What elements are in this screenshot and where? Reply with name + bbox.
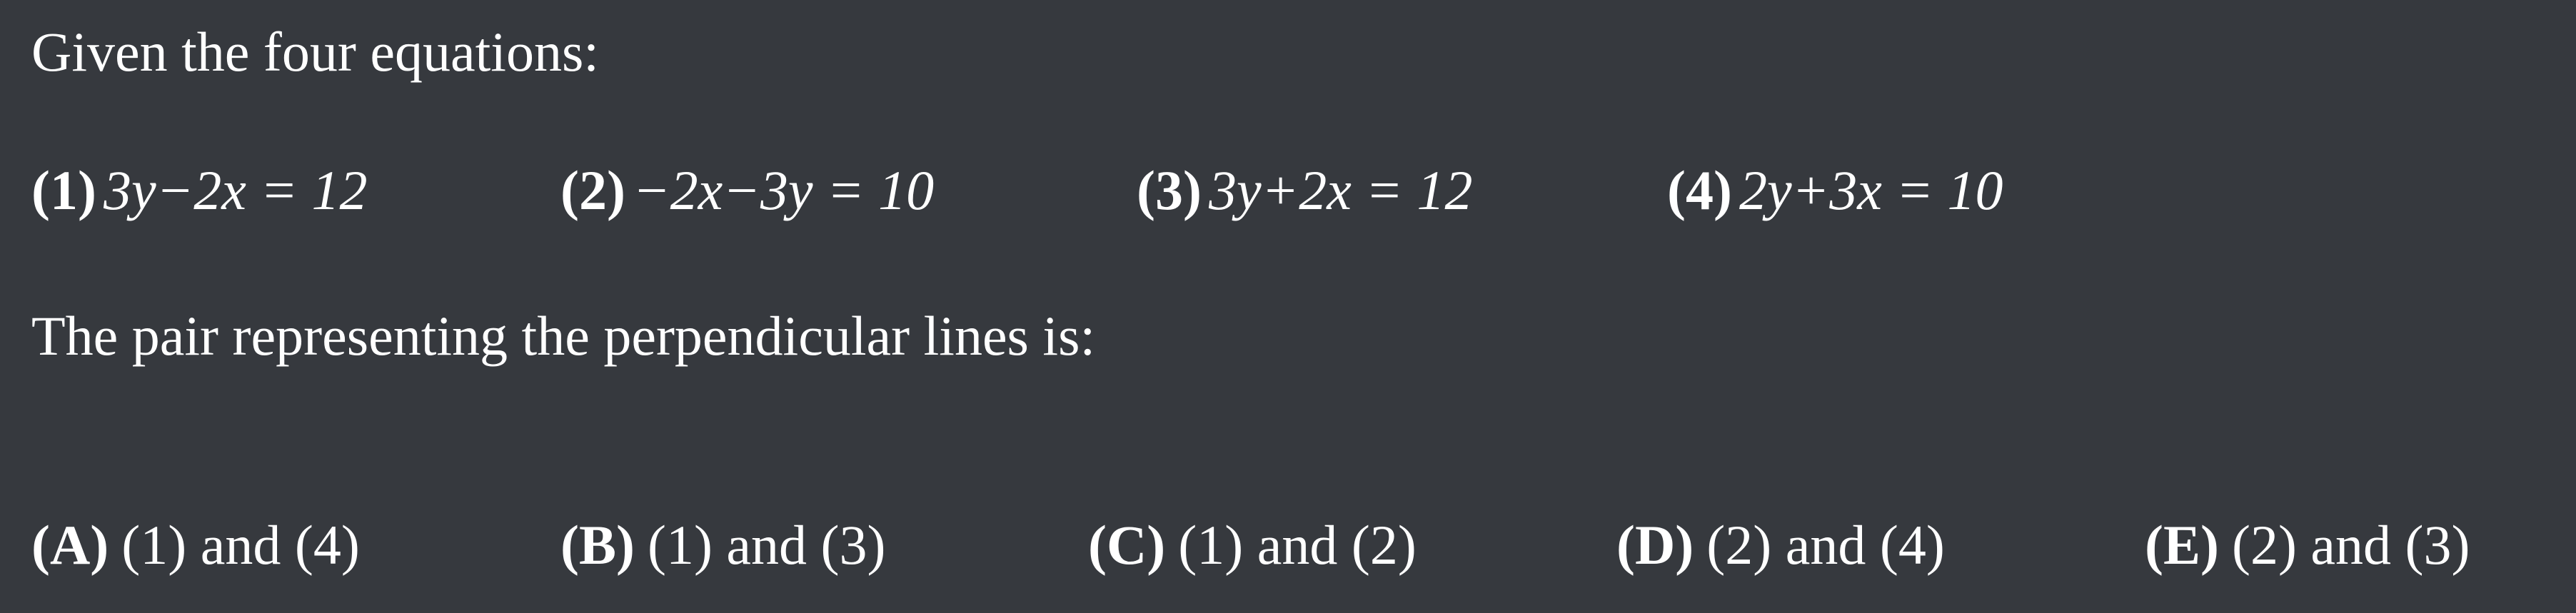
equation-1-expression: 3y−2x = 12 bbox=[103, 159, 368, 221]
choice-b[interactable] bbox=[560, 514, 886, 576]
choice-a[interactable] bbox=[31, 514, 360, 576]
equation-1-label: (1) bbox=[31, 159, 96, 221]
choice-c[interactable] bbox=[1088, 514, 1417, 576]
equation-2-label: (2) bbox=[560, 159, 625, 221]
equation-3-label: (3) bbox=[1137, 159, 1202, 221]
choice-d[interactable] bbox=[1616, 514, 1945, 576]
equation-3 bbox=[1137, 159, 1473, 221]
equation-4 bbox=[1667, 159, 2003, 221]
choice-a-label: (A) bbox=[31, 514, 109, 576]
choice-c-label: (C) bbox=[1088, 514, 1166, 576]
choice-b-label: (B) bbox=[560, 514, 635, 576]
equation-3-expression: 3y+2x = 12 bbox=[1208, 159, 1473, 221]
choice-d-text: (2) and (4) bbox=[1706, 514, 1945, 576]
equation-1 bbox=[31, 159, 368, 221]
choice-e-text: (2) and (3) bbox=[2231, 514, 2470, 576]
choice-e-label: (E) bbox=[2145, 514, 2219, 576]
choice-d-label: (D) bbox=[1616, 514, 1694, 576]
question-prompt: The pair representing the perpendicular lines is: bbox=[31, 305, 1096, 367]
choice-a-text: (1) and (4) bbox=[121, 514, 360, 576]
question-intro: Given the four equations: bbox=[31, 21, 599, 83]
equation-4-label: (4) bbox=[1667, 159, 1732, 221]
choice-e[interactable] bbox=[2145, 514, 2470, 576]
equation-2-expression: −2x−3y = 10 bbox=[632, 159, 935, 221]
answer-choices bbox=[0, 514, 2576, 589]
choice-c-text: (1) and (2) bbox=[1178, 514, 1417, 576]
equation-list bbox=[0, 159, 2576, 234]
equation-4-expression: 2y+3x = 10 bbox=[1739, 159, 2003, 221]
choice-b-text: (1) and (3) bbox=[647, 514, 886, 576]
equation-2 bbox=[560, 159, 935, 221]
